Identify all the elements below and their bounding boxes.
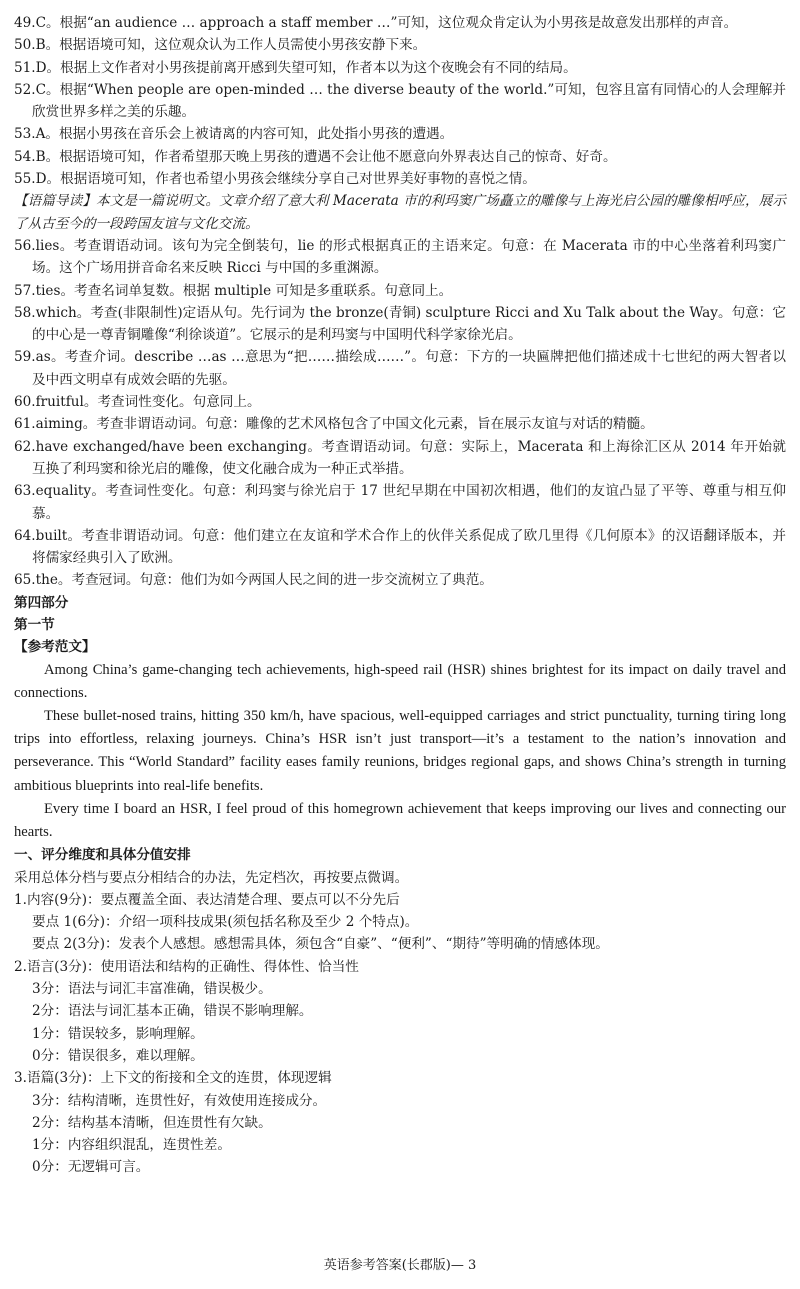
essay-paragraph: Among China’s game-changing tech achievements, high-speed rail (HSR) shines brightest for its impact on daily travel and connections. — [14, 661, 786, 701]
section-heading: 第一节 — [14, 617, 55, 634]
answers-group-a — [14, 12, 786, 190]
answer-item: 53.A。根据小男孩在音乐会上被请离的内容可知，此处指小男孩的遭遇。 — [14, 126, 454, 143]
answer-item: 57.ties。考查名词单复数。根据 multiple 可知是多重联系。句意同上。 — [14, 282, 453, 299]
sample-essay — [14, 659, 786, 845]
scoring-item: 3.语篇(3分)：上下文的衔接和全文的连贯，体现逻辑 — [14, 1070, 332, 1087]
scoring-intro: 采用总体分档与要点分相结合的办法，先定档次，再按要点微调。 — [14, 869, 409, 886]
scoring-subitem: 1分：内容组织混乱，连贯性差。 — [32, 1137, 231, 1154]
page-footer: 英语参考答案(长郡版)— 3 — [323, 1258, 477, 1273]
scoring-subitem: 2分：语法与词汇基本正确，错误不影响理解。 — [32, 1003, 313, 1020]
scoring-subitem: 要点 2(3分)：发表个人感想。感想需具体，须包含“自豪”、“便利”、“期待”等明确的情感体现。 — [32, 936, 609, 953]
answer-item: 59.as。考查介词。describe …as …意思为“把……描绘成……”。句意：下方的一块匾牌把他们描述成十七世纪的两大智者以及中西文明卓有成效会晤的先驱。 — [14, 349, 786, 388]
scoring-subitem: 要点 1(6分)：介绍一项科技成果(须包括名称及至少 2 个特点)。 — [32, 914, 419, 931]
answer-item: 54.B。根据语境可知，作者希望那天晚上男孩的遭遇不会让他不愿意向外界表达自己的惊奇、好奇。 — [14, 148, 617, 165]
essay-paragraph: These bullet-nosed trains, hitting 350 km/h, have spacious, well-equipped carriages and strict punctuality, turning tiring long trips into effortless, relaxing journeys. China’s HSR isn’t just transport—it’s a testament to the nation’s innovation and perseverance. This “World Standard” facility eases family reunions, bridges regional gaps, and shows China’s strength in turning ambitious blueprints into real-life benefits. — [14, 708, 786, 794]
answer-item: 58.which。考查(非限制性)定语从句。先行词为 the bronze(青铜) sculpture Ricci and Xu Talk about the Way。句意：它的中心是一尊青铜雕像“利徐谈道”。它展示的是利玛窦与中国明代科学家徐光启。 — [14, 304, 786, 344]
answer-item: 50.B。根据语境可知，这位观众认为工作人员需使小男孩安静下来。 — [14, 37, 427, 54]
essay-paragraph: Every time I board an HSR, I feel proud of this homegrown achievement that keeps improving our lives and connecting our hearts. — [14, 800, 786, 841]
scoring-item: 1.内容(9分)：要点覆盖全面、表达清楚合理、要点可以不分先后 — [14, 891, 400, 908]
answer-item: 60.fruitful。考查词性变化。句意同上。 — [14, 394, 261, 411]
answer-item: 56.lies。考查谓语动词。该句为完全倒装句，lie 的形式根据真正的主语来定。句意：在 Macerata 市的中心坐落着利玛窦广场。这个广场用拼音命名来反映 Ricci 与中国的多重渊源。 — [14, 237, 786, 277]
scoring-subitem: 3分：结构清晰，连贯性好，有效使用连接成分。 — [32, 1092, 327, 1109]
scoring-item: 2.语言(3分)：使用语法和结构的正确性、得体性、恰当性 — [14, 958, 359, 975]
answer-item: 52.C。根据“When people are open-minded … the diverse beauty of the world.”可知，包容且富有同情心的人会理解并欣赏世界多样之美的乐趣。 — [14, 81, 786, 121]
answer-item: 49.C。根据“an audience … approach a staff member …”可知，这位观众肯定认为小男孩是故意发出那样的声音。 — [14, 15, 738, 31]
scoring-subitem: 3分：语法与词汇丰富准确，错误极少。 — [32, 981, 272, 998]
answer-item: 62.have exchanged/have been exchanging。考查谓语动词。句意：实际上，Macerata 和上海徐汇区从 2014 年开始就互换了利玛窦和徐光启的雕像，使文化融合成为一种正式举措。 — [14, 438, 786, 477]
sample-essay-title: 【参考范文】 — [14, 639, 96, 656]
scoring-criteria — [14, 889, 786, 1179]
scoring-subitem: 1分：错误较多，影响理解。 — [32, 1025, 204, 1042]
scoring-subitem: 0分：错误很多，难以理解。 — [32, 1047, 204, 1064]
answer-item: 63.equality。考查词性变化。句意：利玛窦与徐光启于 17 世纪早期在中国初次相遇，他们的友谊凸显了平等、尊重与相互仰慕。 — [14, 483, 786, 522]
scoring-subitem: 0分：无逻辑可言。 — [32, 1159, 150, 1176]
answer-item: 51.D。根据上文作者对小男孩提前离开感到失望可知，作者本以为这个夜晚会有不同的结局。 — [14, 59, 577, 76]
scoring-subitem: 2分：结构基本清晰，但连贯性有欠缺。 — [32, 1114, 272, 1131]
answer-item: 61.aiming。考查非谓语动词。句意：雕像的艺术风格包含了中国文化元素，旨在展示友谊与对话的精髓。 — [14, 416, 654, 433]
answer-item: 64.built。考查非谓语动词。句意：他们建立在友谊和学术合作上的伙伴关系促成了欧几里得《几何原本》的汉语翻译版本，并将儒家经典引入了欧洲。 — [14, 527, 786, 567]
scoring-title: 一、评分维度和具体分值安排 — [14, 847, 191, 864]
answer-item: 65.the。考查冠词。句意：他们为如今两国人民之间的进一步交流树立了典范。 — [14, 572, 493, 589]
answers-group-b — [14, 235, 786, 592]
answer-item: 55.D。根据语境可知，作者也希望小男孩会继续分享自己对世界美好事物的喜悦之情。 — [14, 171, 536, 188]
passage-guide: 【语篇导读】本文是一篇说明文。文章介绍了意大利 Macerata 市的利玛窦广场矗立的雕像与上海光启公园的雕像相呼应，展示了从古至今的一段跨国友谊与文化交流。 — [14, 193, 786, 232]
part-heading: 第四部分 — [14, 594, 69, 611]
